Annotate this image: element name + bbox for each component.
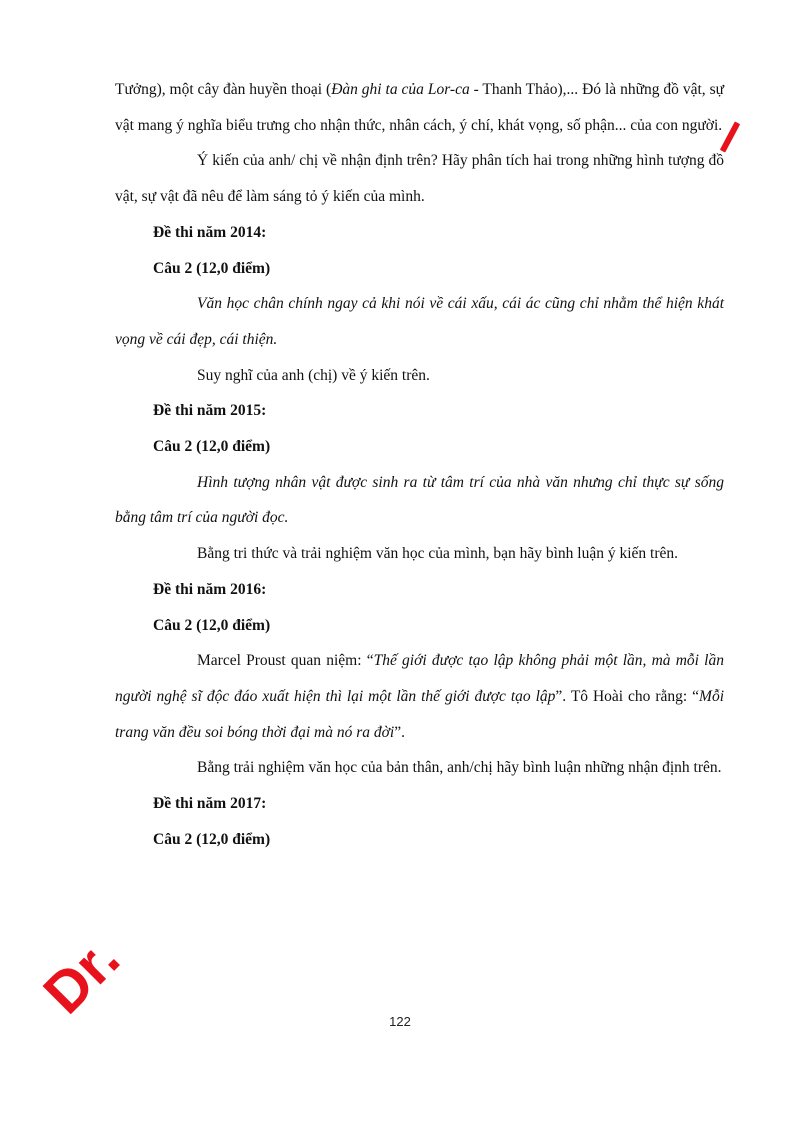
paragraph-intro <box>115 72 724 143</box>
text-run: Marcel Proust quan niệm: “ <box>197 652 374 670</box>
proust-quote: Thế giới được tạo lập không phải một lần, mà mỗi lần người nghệ sĩ độc đáo xuất hiện thì lại một lần thế giới được tạo lập <box>115 652 724 705</box>
work-title: Đàn ghi ta của Lor-ca <box>331 81 470 98</box>
question-2014: Câu 2 (12,0 điểm) <box>153 259 271 277</box>
text-run: - Thanh Thảo),... Đó là những đồ vật, sự vật mang ý nghĩa biểu trưng cho nhận thức, nhân cách, ý chí, khát vọng, số phận... của con người. <box>115 81 724 134</box>
prompt-2014: Suy nghĩ của anh (chị) về ý kiến trên. <box>197 366 430 384</box>
heading-2014: Đề thi năm 2014: <box>153 223 267 241</box>
paragraph-question: Ý kiến của anh/ chị về nhận định trên? Hãy phân tích hai trong những hình tượng đồ vật, sự vật đã nêu để làm sáng tỏ ý kiến của mình. <box>115 152 724 206</box>
prompt-2016: Bằng trải nghiệm văn học của bản thân, anh/chị hãy bình luận những nhận định trên. <box>197 759 722 777</box>
quote-2014: Văn học chân chính ngay cả khi nói về cái xấu, cái ác cũng chỉ nhằm thể hiện khát vọng về cái đẹp, cái thiện. <box>115 295 724 348</box>
question-2015: Câu 2 (12,0 điểm) <box>153 438 271 456</box>
heading-2016: Đề thi năm 2016: <box>153 580 267 598</box>
page-content <box>115 72 724 857</box>
watermark-svg <box>31 925 182 1027</box>
prompt-2015: Bằng tri thức và trải nghiệm văn học của mình, bạn hãy bình luận ý kiến trên. <box>197 545 679 563</box>
heading-2015: Đề thi năm 2015: <box>153 402 267 420</box>
text-run: Tưởng), một cây đàn huyền thoại ( <box>115 81 332 98</box>
watermark-logo <box>31 925 182 1027</box>
question-2016: Câu 2 (12,0 điểm) <box>153 616 271 634</box>
quote-2015: Hình tượng nhân vật được sinh ra từ tâm trí của nhà văn nhưng chỉ thực sự sống bằng tâm trí của người đọc. <box>115 473 724 527</box>
heading-2017: Đề thi năm 2017: <box>153 795 267 813</box>
watermark-letters: Dr. <box>31 925 132 1027</box>
quote-2016 <box>115 643 724 750</box>
text-run: ”. Tô Hoài cho rằng: “ <box>555 687 700 705</box>
text-run: ”. <box>394 723 405 741</box>
to-hoai-quote: Mỗi trang văn đều soi bóng thời đại mà nó ra đời <box>115 687 724 741</box>
page-number: 122 <box>389 1014 411 1029</box>
question-2017: Câu 2 (12,0 điểm) <box>153 830 271 848</box>
